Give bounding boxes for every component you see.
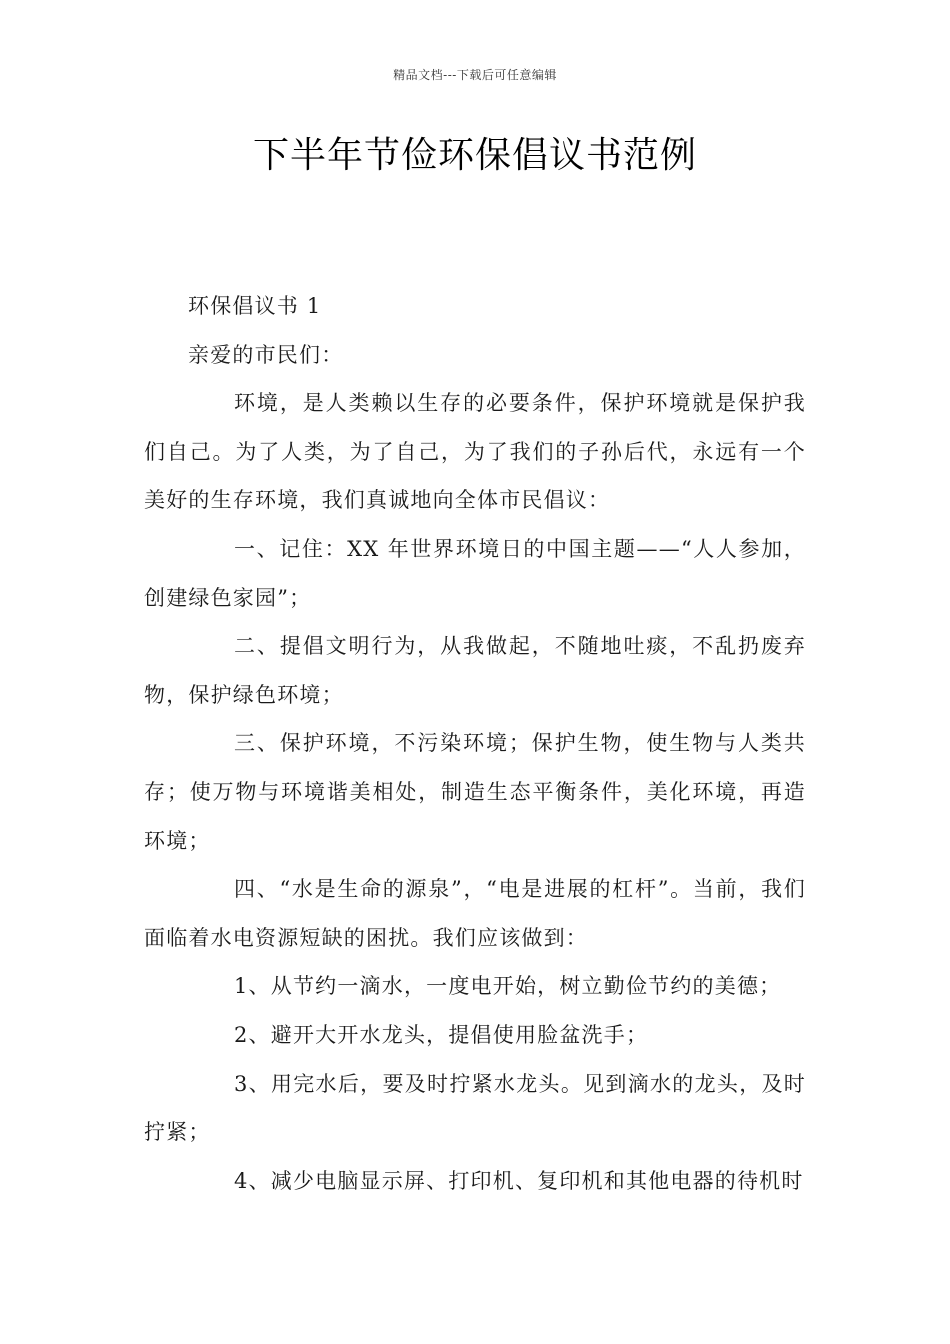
paragraph-intro: 环境，是人类赖以生存的必要条件，保护环境就是保护我们自己。为了人类，为了自己，为了我们的子孙后代，永远有一个美好的生存环境，我们真诚地向全体市民倡议： [144, 391, 806, 513]
document-title: 下半年节俭环保倡议书范例 [252, 135, 697, 176]
paragraph-heading: 环保倡议书 1 [188, 294, 322, 318]
paragraph-sub-item-4: 4、减少电脑显示屏、打印机、复印机和其他电器的待机时 [234, 1168, 804, 1193]
paragraph-sub-item-3: 3、用完水后，要及时拧紧水龙头。见到滴水的龙头，及时拧紧； [144, 1071, 806, 1145]
document-body [144, 282, 806, 1205]
paragraph-salutation: 亲爱的市民们： [188, 342, 344, 367]
paragraph-item-2: 二、提倡文明行为，从我做起，不随地吐痰，不乱扔废弃物，保护绿色环境； [144, 634, 806, 707]
paragraph-item-3: 三、保护环境，不污染环境；保护生物，使生物与人类共存；使万物与环境谐美相处，制造生态平衡条件，美化环境，再造环境； [144, 731, 806, 853]
paragraph-sub-item-1: 1、从节约一滴水，一度电开始，树立勤俭节约的美德； [234, 974, 782, 999]
paragraph-item-1: 一、记住：XX 年世界环境日的中国主题——“人人参加，创建绿色家园”； [144, 536, 806, 610]
header-note: 精品文档---下载后可任意编辑 [393, 68, 557, 82]
paragraph-item-4: 四、“水是生命的源泉”，“电是进展的杠杆”。当前，我们面临着水电资源短缺的困扰。我们应该做到： [144, 877, 806, 950]
paragraph-sub-item-2: 2、避开大开水龙头，提倡使用脸盆洗手； [234, 1022, 649, 1047]
